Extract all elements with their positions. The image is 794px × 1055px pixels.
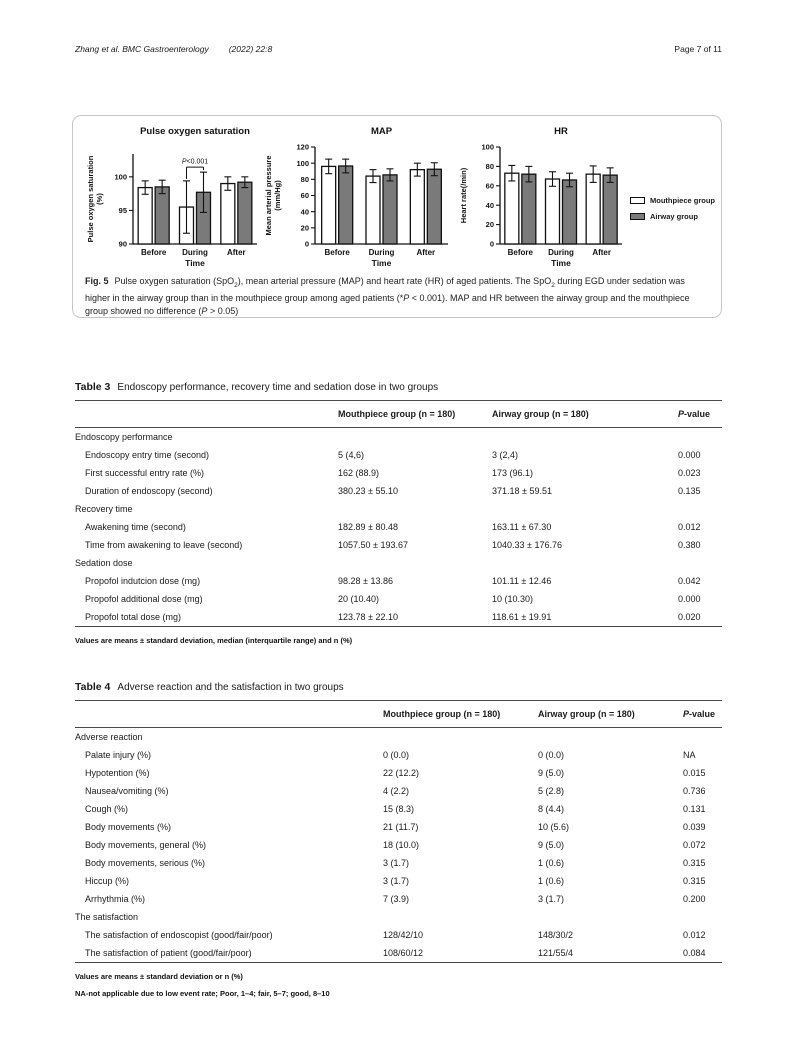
- p-value: [678, 428, 722, 446]
- airway-value: 8 (4.4): [538, 804, 565, 814]
- svg-text:During: During: [182, 248, 208, 257]
- legend-item-mouthpiece: [630, 196, 715, 205]
- caption-subscript: 2: [234, 281, 238, 289]
- table3-row: [75, 428, 722, 446]
- row-label: Adverse reaction: [75, 732, 143, 742]
- table-3-label: Table 3: [75, 381, 111, 393]
- charts-row: [85, 122, 715, 275]
- table4-row: [75, 926, 722, 944]
- mouthpiece-value: 15 (8.3): [383, 804, 415, 814]
- caption-text: Pulse oxygen saturation (SpO: [114, 276, 235, 286]
- p-value: 0.015: [683, 768, 706, 778]
- row-label: Body movements, serious (%): [85, 858, 206, 868]
- p-italic: P: [678, 409, 685, 419]
- legend-label: Airway group: [650, 212, 698, 221]
- p-value: 0.020: [678, 612, 701, 622]
- table-4-label: Table 4: [75, 681, 111, 693]
- p-value: [678, 500, 722, 518]
- mouthpiece-value: [383, 908, 538, 926]
- row-label: Propofol total dose (mg): [85, 612, 182, 622]
- table-3-body: [75, 428, 722, 626]
- p-value: 0.736: [683, 786, 706, 796]
- row-label: The satisfaction: [75, 912, 139, 922]
- svg-text:90: 90: [118, 239, 127, 249]
- svg-text:After: After: [416, 248, 436, 257]
- citation-text: Zhang et al. BMC Gastroenterology: [75, 44, 209, 54]
- p-value: 0.072: [683, 840, 706, 850]
- svg-text:20: 20: [485, 220, 494, 230]
- row-label: Duration of endoscopy (second): [85, 486, 213, 496]
- p-value: 0.200: [683, 894, 706, 904]
- mouthpiece-value: 3 (1.7): [383, 876, 410, 886]
- table-4: [75, 681, 722, 1002]
- row-label: The satisfaction of endoscopist (good/fair/poor): [85, 930, 273, 940]
- p-value: 0.023: [678, 468, 701, 478]
- mouthpiece-swatch: [630, 197, 645, 204]
- row-label: First successful entry rate (%): [85, 468, 205, 478]
- table4-row: [75, 836, 722, 854]
- svg-text:Time: Time: [185, 258, 205, 268]
- chart-legend: [630, 196, 715, 228]
- mouthpiece-value: 4 (2.2): [383, 786, 410, 796]
- table-footnote: NA-not applicable due to low event rate; Poor, 1–4; fair, 5–7; good, 8–10: [75, 989, 330, 998]
- mouthpiece-value: 0 (0.0): [383, 750, 410, 760]
- mouthpiece-value: 98.28 ± 13.86: [338, 576, 393, 586]
- svg-text:Mean arterial pressure: Mean arterial pressure: [264, 155, 273, 236]
- airway-value: 163.11 ± 67.30: [492, 522, 552, 532]
- mouthpiece-value: 162 (88.9): [338, 468, 380, 478]
- spo2-chart: [85, 122, 263, 275]
- row-label: Propofol additional dose (mg): [85, 594, 203, 604]
- p-rest: -value: [684, 409, 711, 419]
- svg-text:Before: Before: [140, 248, 167, 257]
- svg-text:HR: HR: [554, 126, 568, 137]
- caption-text: > 0.05): [207, 305, 239, 316]
- table4-row: [75, 782, 722, 800]
- svg-text:100: 100: [481, 142, 494, 152]
- airway-value: 3 (2,4): [492, 450, 519, 460]
- table4-row: [75, 872, 722, 890]
- mouthpiece-value: 20 (10.40): [338, 594, 380, 604]
- svg-text:120: 120: [296, 142, 309, 152]
- p-value: 0.315: [683, 858, 706, 868]
- table-4-body: [75, 728, 722, 962]
- table4-row: [75, 746, 722, 764]
- row-label: Sedation dose: [75, 558, 133, 568]
- airway-swatch: [630, 213, 645, 220]
- p-value: NA: [683, 750, 696, 760]
- table3-row: [75, 464, 722, 482]
- legend-item-airway: [630, 212, 715, 221]
- table4-row: [75, 854, 722, 872]
- airway-value: 1 (0.6): [538, 858, 565, 868]
- table-footnote: Values are means ± standard deviation, median (interquartile range) and n (%): [75, 636, 353, 645]
- mouthpiece-value: [338, 500, 492, 518]
- airway-value: 121/55/4: [538, 948, 574, 958]
- table4-row: [75, 890, 722, 908]
- airway-column-header: Airway group (n = 180): [538, 709, 635, 719]
- table4-row: [75, 800, 722, 818]
- mouthpiece-column-header: Mouthpiece group (n = 180): [338, 409, 456, 419]
- p-italic: P: [683, 709, 690, 719]
- row-label: Endoscopy performance: [75, 432, 173, 442]
- mouthpiece-value: 182.89 ± 80.48: [338, 522, 398, 532]
- p-value: 0.084: [683, 948, 706, 958]
- airway-value: 9 (5.0): [538, 768, 565, 778]
- running-head-citation: [75, 44, 272, 54]
- mouthpiece-value: 5 (4,6): [338, 450, 365, 460]
- svg-text:After: After: [592, 248, 612, 257]
- mouthpiece-value: [338, 428, 492, 446]
- p-value: [678, 554, 722, 572]
- table3-row: [75, 608, 722, 626]
- mouthpiece-value: 7 (3.9): [383, 894, 410, 904]
- airway-value: 118.61 ± 19.91: [492, 612, 552, 622]
- p-value: 0.135: [678, 486, 701, 496]
- svg-text:100: 100: [114, 172, 127, 182]
- p-value: 0.039: [683, 822, 706, 832]
- airway-value: 1 (0.6): [538, 876, 565, 886]
- p-value: 0.042: [678, 576, 701, 586]
- svg-text:Time: Time: [371, 258, 392, 268]
- row-label: Palate injury (%): [85, 750, 152, 760]
- svg-text:100: 100: [296, 158, 309, 168]
- airway-value: 173 (96.1): [492, 468, 534, 478]
- table4-row: [75, 944, 722, 962]
- running-head: [75, 44, 722, 54]
- caption-p-italic: P: [201, 305, 208, 316]
- legend-label: Mouthpiece group: [650, 196, 715, 205]
- row-label: Time from awakening to leave (second): [85, 540, 243, 550]
- table4-row: [75, 764, 722, 782]
- table3-row: [75, 590, 722, 608]
- row-label: Body movements (%): [85, 822, 172, 832]
- airway-value: 10 (10.30): [492, 594, 534, 604]
- svg-text:0: 0: [489, 239, 494, 249]
- svg-text:20: 20: [300, 223, 309, 233]
- row-label: Awakening time (second): [85, 522, 186, 532]
- caption-subscript: 2: [551, 281, 555, 289]
- table-4-header: [75, 701, 722, 728]
- mouthpiece-value: 123.78 ± 22.10: [338, 612, 398, 622]
- mouthpiece-value: 21 (11.7): [383, 822, 419, 832]
- table3-row: [75, 554, 722, 572]
- mouthpiece-column-header: Mouthpiece group (n = 180): [383, 709, 501, 719]
- mouthpiece-value: 108/60/12: [383, 948, 424, 958]
- p-value: 0.012: [683, 930, 706, 940]
- p-value: [683, 908, 722, 926]
- airway-value: 9 (5.0): [538, 840, 565, 850]
- svg-text:Before: Before: [324, 248, 350, 257]
- airway-value: [492, 428, 678, 446]
- svg-text:0: 0: [304, 239, 309, 249]
- svg-text:During: During: [368, 248, 395, 257]
- svg-text:Pulse oxygen saturation: Pulse oxygen saturation: [140, 126, 250, 137]
- mouthpiece-value: 128/42/10: [383, 930, 424, 940]
- caption-text: ), mean arterial pressure (MAP) and heart rate (HR) of aged patients. The SpO: [237, 276, 552, 286]
- table-4-grid: [75, 700, 722, 963]
- table-3: [75, 381, 722, 649]
- p-value: 0.315: [683, 876, 706, 886]
- svg-text:Before: Before: [507, 248, 534, 257]
- figure-caption-label: Fig. 5: [85, 276, 109, 286]
- p-value: [683, 728, 722, 746]
- p-value: 0.012: [678, 522, 701, 532]
- svg-text:80: 80: [485, 162, 494, 171]
- airway-value: 371.18 ± 59.51: [492, 486, 552, 496]
- mouthpiece-value: 1057.50 ± 193.67: [338, 540, 409, 550]
- svg-text:(%): (%): [95, 193, 104, 205]
- svg-text:(mm/Hg): (mm/Hg): [273, 180, 282, 211]
- table-4-footnotes: [75, 968, 722, 1002]
- caption-text: during EGD under sedation was higher in the airway group than in the mouthpiece group among aged patients (*: [85, 276, 685, 303]
- mouthpiece-value: 18 (10.0): [383, 840, 420, 850]
- map-chart: [263, 122, 458, 275]
- table-4-title-text: Adverse reaction and the satisfaction in two groups: [117, 682, 344, 693]
- airway-value: 10 (5.6): [538, 822, 570, 832]
- table3-row: [75, 572, 722, 590]
- issue-text: (2022) 22:8: [228, 44, 273, 54]
- row-label: Hiccup (%): [85, 876, 130, 886]
- svg-text:95: 95: [118, 206, 127, 216]
- table4-row: [75, 818, 722, 836]
- svg-text:60: 60: [300, 191, 309, 201]
- table-3-footnotes: [75, 632, 722, 649]
- table-3-grid: [75, 400, 722, 627]
- table-3-title: [75, 381, 722, 393]
- svg-text:Pulse oxygen saturation: Pulse oxygen saturation: [86, 155, 95, 243]
- row-label: Recovery time: [75, 504, 133, 514]
- figure-5-panel: [72, 115, 722, 318]
- airway-value: 148/30/2: [538, 930, 574, 940]
- p-value: 0.131: [683, 804, 706, 814]
- row-label: Hypotention (%): [85, 768, 150, 778]
- svg-text:During: During: [548, 248, 574, 257]
- row-label: Body movements, general (%): [85, 840, 207, 850]
- p-value: 0.380: [678, 540, 701, 550]
- row-label: Arrhythmia (%): [85, 894, 146, 904]
- svg-text:60: 60: [485, 181, 494, 191]
- mouthpiece-value: 3 (1.7): [383, 858, 410, 868]
- row-label: Propofol indutcion dose (mg): [85, 576, 201, 586]
- svg-text:Time: Time: [551, 258, 571, 268]
- row-label: Cough (%): [85, 804, 129, 814]
- row-label: Endoscopy entry time (second): [85, 450, 210, 460]
- mouthpiece-value: 380.23 ± 55.10: [338, 486, 398, 496]
- airway-value: [492, 554, 678, 572]
- pvalue-column-header: [683, 709, 722, 719]
- caption-text: < 0.001). MAP and HR between the airway group and the mouthpiece group showed no difference (: [85, 292, 690, 316]
- table3-row: [75, 482, 722, 500]
- svg-text:MAP: MAP: [370, 126, 393, 137]
- svg-text:40: 40: [485, 200, 494, 210]
- row-label: The satisfaction of patient (good/fair/poor): [85, 948, 252, 958]
- airway-value: [538, 728, 683, 746]
- svg-text:40: 40: [300, 207, 309, 217]
- airway-value: 5 (2.8): [538, 786, 565, 796]
- table3-row: [75, 500, 722, 518]
- airway-value: [492, 500, 678, 518]
- airway-value: 3 (1.7): [538, 894, 565, 904]
- table-3-header: [75, 401, 722, 428]
- table3-row: [75, 518, 722, 536]
- airway-value: [538, 908, 683, 926]
- p-value: 0.000: [678, 594, 701, 604]
- hr-chart: [458, 122, 630, 275]
- mouthpiece-value: [338, 554, 492, 572]
- mouthpiece-value: 22 (12.2): [383, 768, 420, 778]
- svg-text:80: 80: [300, 174, 309, 184]
- table-4-title: [75, 681, 722, 693]
- table3-row: [75, 536, 722, 554]
- table4-row: [75, 728, 722, 746]
- p-rest: -value: [689, 709, 716, 719]
- p-value: 0.000: [678, 450, 701, 460]
- airway-column-header: Airway group (n = 180): [492, 409, 589, 419]
- airway-value: 0 (0.0): [538, 750, 565, 760]
- figure-caption: [85, 275, 712, 318]
- row-label: Nausea/vomiting (%): [85, 786, 169, 796]
- table4-row: [75, 908, 722, 926]
- airway-value: 101.11 ± 12.46: [492, 576, 552, 586]
- svg-text:After: After: [226, 248, 246, 257]
- mouthpiece-value: [383, 728, 538, 746]
- svg-text:Heart rate(/min): Heart rate(/min): [459, 167, 468, 224]
- airway-value: 1040.33 ± 176.76: [492, 540, 563, 550]
- table-footnote: Values are means ± standard deviation or n (%): [75, 972, 243, 981]
- table3-row: [75, 446, 722, 464]
- svg-text:P<0.001: P<0.001: [181, 158, 209, 166]
- caption-p-italic: P: [403, 292, 410, 303]
- table-3-title-text: Endoscopy performance, recovery time and sedation dose in two groups: [117, 382, 439, 393]
- pvalue-column-header: [678, 409, 722, 419]
- page-number: Page 7 of 11: [674, 44, 722, 54]
